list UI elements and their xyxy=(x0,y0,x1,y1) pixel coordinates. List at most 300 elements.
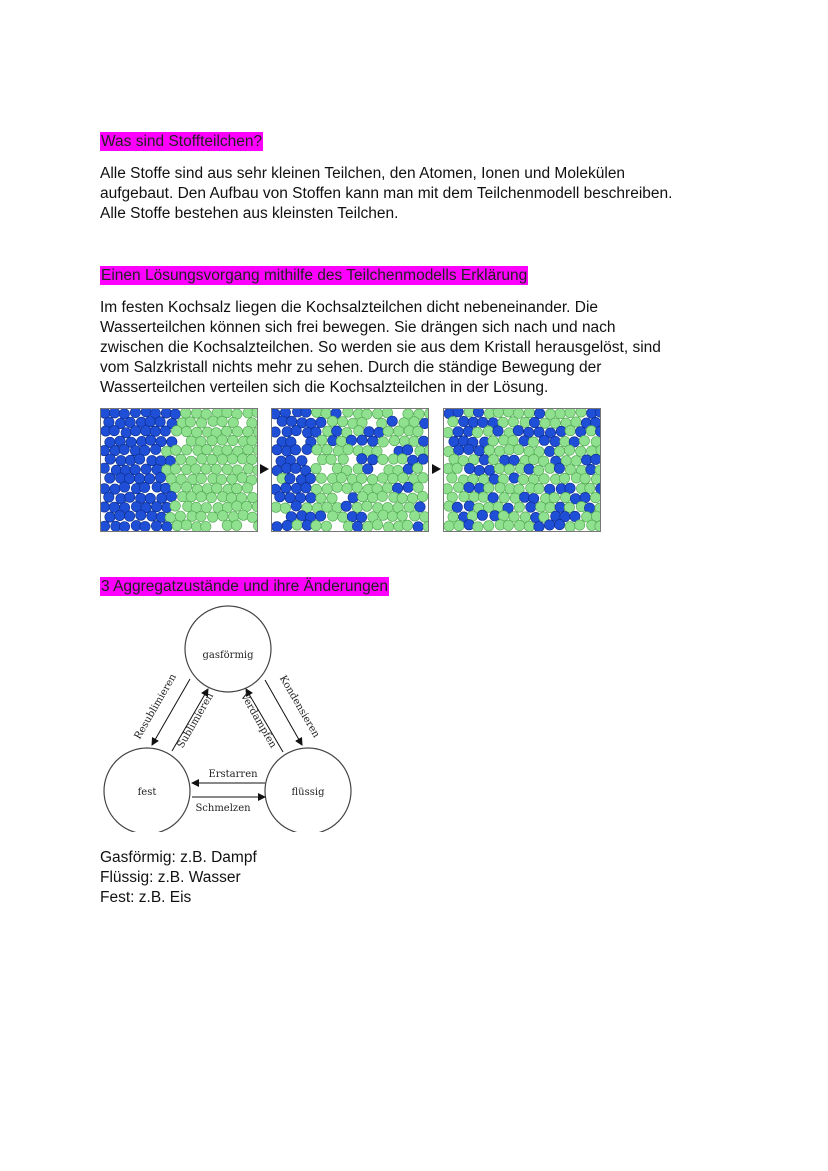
water-particle xyxy=(484,521,494,531)
salt-particle xyxy=(277,416,287,426)
paragraph-loesungsvorgang xyxy=(100,298,740,398)
water-particle xyxy=(454,520,464,530)
water-particle xyxy=(185,417,195,427)
salt-particle xyxy=(374,427,384,437)
water-particle xyxy=(564,502,574,512)
water-particle xyxy=(493,409,503,418)
label-kondensieren: Kondensieren xyxy=(276,673,322,740)
water-particle xyxy=(343,409,353,417)
water-particle xyxy=(413,426,423,436)
water-particle xyxy=(514,520,524,530)
water-particle xyxy=(444,521,454,531)
salt-particle xyxy=(453,427,463,437)
salt-particle xyxy=(357,454,367,464)
salt-particle xyxy=(464,444,474,454)
water-particle xyxy=(565,409,575,418)
salt-particle xyxy=(105,454,115,464)
salt-particle xyxy=(534,522,544,532)
water-particle xyxy=(367,474,377,484)
water-particle xyxy=(228,435,238,445)
salt-particle xyxy=(348,493,358,503)
salt-particle xyxy=(281,483,291,493)
salt-particle xyxy=(130,426,140,436)
water-particle xyxy=(377,491,387,501)
aggregate-states-diagram xyxy=(100,602,360,832)
salt-particle xyxy=(282,520,292,530)
water-particle xyxy=(338,512,348,522)
salt-particle xyxy=(101,521,110,531)
salt-particle xyxy=(493,426,503,436)
salt-particle xyxy=(415,502,425,512)
salt-particle xyxy=(419,436,429,446)
water-particle xyxy=(564,445,574,455)
water-particle xyxy=(409,417,419,427)
water-particle xyxy=(312,409,322,417)
water-particle xyxy=(342,483,352,493)
water-particle xyxy=(545,502,555,512)
water-particle xyxy=(353,464,363,474)
water-particle xyxy=(397,511,407,521)
state-label-liquid: flüssig xyxy=(291,787,325,798)
salt-particle xyxy=(474,446,484,456)
salt-particle xyxy=(166,491,176,501)
water-particle xyxy=(201,521,211,531)
water-particle xyxy=(372,520,382,530)
salt-particle xyxy=(272,445,282,455)
water-particle xyxy=(227,474,237,484)
water-particle xyxy=(397,454,407,464)
salt-particle xyxy=(160,426,170,436)
salt-particle xyxy=(565,483,575,493)
water-particle xyxy=(499,435,509,445)
water-particle xyxy=(328,511,338,521)
salt-particle xyxy=(513,425,523,435)
salt-particle xyxy=(403,482,413,492)
salt-particle xyxy=(539,435,549,445)
water-particle xyxy=(207,436,217,446)
paragraph-line: Im festen Kochsalz liegen die Kochsalzteilchen dicht nebeneinander. Die xyxy=(100,299,599,316)
salt-particle xyxy=(115,510,125,520)
salt-particle xyxy=(368,436,378,446)
salt-particle xyxy=(302,444,312,454)
water-particle xyxy=(565,522,575,531)
salt-particle xyxy=(109,425,119,435)
water-particle xyxy=(495,446,505,456)
water-particle xyxy=(316,473,326,483)
salt-particle xyxy=(454,445,464,455)
water-particle xyxy=(520,417,530,427)
water-particle xyxy=(253,427,257,437)
water-particle xyxy=(181,464,191,474)
water-particle xyxy=(444,427,453,437)
salt-particle xyxy=(305,473,315,483)
water-particle xyxy=(528,437,538,447)
paragraph-stoffteilchen xyxy=(100,164,740,224)
salt-particle xyxy=(545,446,555,456)
salt-particle xyxy=(141,464,151,474)
water-particle xyxy=(227,454,237,464)
water-particle xyxy=(418,491,428,501)
example-solid: Fest: z.B. Eis xyxy=(100,889,192,906)
salt-particle xyxy=(124,511,134,521)
water-particle xyxy=(247,454,257,464)
water-particle xyxy=(311,520,321,530)
water-particle xyxy=(352,482,362,492)
water-particle xyxy=(252,409,257,418)
salt-particle xyxy=(550,436,560,446)
salt-particle xyxy=(146,435,156,445)
water-particle xyxy=(170,464,180,474)
water-particle xyxy=(237,454,247,464)
salt-particle xyxy=(116,455,126,465)
water-particle xyxy=(554,446,564,456)
label-erstarren: Erstarren xyxy=(208,769,258,780)
water-particle xyxy=(362,501,372,511)
water-particle xyxy=(397,493,407,503)
salt-particle xyxy=(357,435,367,445)
examples-list xyxy=(100,848,740,908)
water-particle xyxy=(196,473,206,483)
water-particle xyxy=(413,482,423,492)
salt-particle xyxy=(301,409,311,417)
heading-aggregatzustaende: 3 Aggregatzustände und ihre Änderungen xyxy=(101,578,388,595)
water-particle xyxy=(238,510,248,520)
water-particle xyxy=(191,409,201,418)
paragraph-line: Alle Stoffe bestehen aus kleinsten Teilchen. xyxy=(100,205,399,222)
water-particle xyxy=(503,409,513,417)
water-particle xyxy=(231,520,241,530)
salt-particle xyxy=(272,522,282,532)
water-particle xyxy=(412,463,422,473)
water-particle xyxy=(176,454,186,464)
water-particle xyxy=(452,463,462,473)
label-resublimieren: Resublimieren xyxy=(132,672,179,742)
water-particle xyxy=(504,445,514,455)
water-particle xyxy=(218,511,228,521)
water-particle xyxy=(540,418,550,428)
water-particle xyxy=(186,492,196,502)
water-particle xyxy=(571,456,581,466)
water-particle xyxy=(378,454,388,464)
water-particle xyxy=(585,483,595,493)
water-particle xyxy=(247,512,257,522)
water-particle xyxy=(321,521,331,531)
water-particle xyxy=(539,474,549,484)
water-particle xyxy=(222,520,232,530)
water-particle xyxy=(197,454,207,464)
salt-particle xyxy=(473,409,483,417)
water-particle xyxy=(206,492,216,502)
water-particle xyxy=(337,417,347,427)
salt-particle xyxy=(109,409,119,418)
salt-particle xyxy=(291,425,301,435)
water-particle xyxy=(201,464,211,474)
water-particle xyxy=(576,446,586,456)
water-particle xyxy=(590,492,600,502)
water-particle xyxy=(162,446,172,456)
water-particle xyxy=(202,444,212,454)
water-particle xyxy=(524,521,534,531)
salt-particle xyxy=(402,445,412,455)
water-particle xyxy=(464,409,474,417)
water-particle xyxy=(292,520,302,530)
water-particle xyxy=(555,409,565,419)
water-particle xyxy=(311,463,321,473)
water-particle xyxy=(423,521,428,531)
label-verdampfen: Verdampfen xyxy=(238,691,279,751)
water-particle xyxy=(559,473,569,483)
water-particle xyxy=(243,445,253,455)
salt-particle xyxy=(341,501,351,511)
salt-particle xyxy=(301,483,311,493)
water-particle xyxy=(545,463,555,473)
salt-particle xyxy=(591,454,600,464)
salt-particle xyxy=(356,512,366,522)
water-particle xyxy=(322,484,332,494)
water-particle xyxy=(591,474,600,484)
salt-particle xyxy=(368,455,378,465)
water-particle xyxy=(447,473,457,483)
salt-particle xyxy=(586,464,596,474)
salt-particle xyxy=(130,409,140,418)
salt-particle xyxy=(119,482,129,492)
salt-particle xyxy=(544,520,554,530)
water-particle xyxy=(576,409,586,417)
water-particle xyxy=(484,483,494,493)
state-label-gas: gasförmig xyxy=(202,650,254,661)
salt-particle xyxy=(488,493,498,503)
salt-particle xyxy=(459,416,469,426)
water-particle xyxy=(272,502,281,512)
water-particle xyxy=(196,492,206,502)
water-particle xyxy=(252,502,257,512)
water-particle xyxy=(181,426,191,436)
water-particle xyxy=(575,520,585,530)
label-schmelzen: Schmelzen xyxy=(195,803,251,814)
salt-particle xyxy=(119,522,129,532)
particle-panel-solution xyxy=(443,408,601,532)
salt-particle xyxy=(468,417,478,427)
paragraph-line: Wasserteilchen verteilen sich die Kochsalzteilchen in der Lösung. xyxy=(100,379,549,396)
salt-particle xyxy=(306,493,316,503)
water-particle xyxy=(247,492,257,502)
water-particle xyxy=(389,435,399,445)
heading-stoffteilchen: Was sind Stoffteilchen? xyxy=(101,133,263,150)
salt-particle xyxy=(290,463,300,473)
water-particle xyxy=(181,520,191,530)
water-particle xyxy=(332,463,342,473)
water-particle xyxy=(211,464,221,474)
water-particle xyxy=(580,474,590,484)
water-particle xyxy=(326,454,336,464)
salt-particle xyxy=(104,492,114,502)
salt-particle xyxy=(581,455,591,465)
salt-particle xyxy=(141,426,151,436)
water-particle xyxy=(175,511,185,521)
salt-particle xyxy=(155,417,165,427)
water-particle xyxy=(378,437,388,447)
heading-loesungsvorgang: Einen Lösungsvorgang mithilfe des Teilchenmodells Erklärung xyxy=(101,267,528,284)
salt-particle xyxy=(119,444,129,454)
salt-particle xyxy=(464,463,474,473)
water-particle xyxy=(383,426,393,436)
water-particle xyxy=(387,511,397,521)
water-particle xyxy=(191,464,201,474)
salt-particle xyxy=(147,511,157,521)
water-particle xyxy=(253,445,257,455)
salt-particle xyxy=(387,416,397,426)
water-particle xyxy=(217,435,227,445)
water-particle xyxy=(409,436,419,446)
salt-particle xyxy=(139,482,149,492)
water-particle xyxy=(208,512,218,522)
water-particle xyxy=(514,502,524,512)
salt-particle xyxy=(151,502,161,512)
salt-particle xyxy=(291,483,301,493)
water-particle xyxy=(448,416,458,426)
salt-particle xyxy=(453,409,463,417)
salt-particle xyxy=(554,463,564,473)
salt-particle xyxy=(529,417,539,427)
water-particle xyxy=(495,483,505,493)
example-liquid: Flüssig: z.B. Wasser xyxy=(100,869,241,886)
water-particle xyxy=(534,483,544,493)
salt-particle xyxy=(413,522,423,531)
water-particle xyxy=(513,444,523,454)
salt-particle xyxy=(136,510,146,520)
salt-particle xyxy=(316,417,326,427)
water-particle xyxy=(524,409,534,418)
water-particle xyxy=(488,455,498,465)
arrow-right-icon xyxy=(432,464,441,474)
water-particle xyxy=(560,492,570,502)
water-particle xyxy=(383,522,393,531)
salt-particle xyxy=(332,426,342,436)
water-particle xyxy=(196,418,206,428)
salt-particle xyxy=(524,464,534,474)
water-particle xyxy=(242,483,252,493)
salt-particle xyxy=(464,501,474,511)
example-gas: Gasförmig: z.B. Dampf xyxy=(100,849,257,866)
salt-particle xyxy=(363,464,373,474)
water-particle xyxy=(410,511,420,521)
water-particle xyxy=(354,426,364,436)
state-circle-gas xyxy=(185,606,271,692)
water-particle xyxy=(312,445,322,455)
salt-particle xyxy=(285,473,295,483)
water-particle xyxy=(473,522,483,531)
salt-particle xyxy=(520,492,530,502)
water-particle xyxy=(472,427,482,437)
water-particle xyxy=(373,409,383,419)
salt-particle xyxy=(162,522,172,531)
salt-particle xyxy=(403,464,413,474)
particle-panel-dissolving xyxy=(271,408,429,532)
water-particle xyxy=(579,436,589,446)
water-particle xyxy=(418,473,428,483)
water-particle xyxy=(453,482,463,492)
paragraph-line: Alle Stoffe sind aus sehr kleinen Teilchen, den Atomen, Ionen und Molekülen xyxy=(100,165,626,182)
water-particle xyxy=(332,482,342,492)
salt-particle xyxy=(534,409,544,419)
water-particle xyxy=(549,493,559,503)
water-particle xyxy=(565,425,575,435)
salt-particle xyxy=(275,492,285,502)
salt-particle xyxy=(151,521,161,531)
water-particle xyxy=(196,511,206,521)
salt-particle xyxy=(151,444,161,454)
water-particle xyxy=(336,473,346,483)
water-particle xyxy=(181,482,191,492)
water-particle xyxy=(243,426,253,436)
water-particle xyxy=(217,454,227,464)
paragraph-line: zwischen die Kochsalzteilchen. So werden sie aus dem Kristall herausgelöst, sind xyxy=(100,339,661,356)
water-particle xyxy=(338,454,348,464)
water-particle xyxy=(352,502,362,512)
salt-particle xyxy=(101,502,110,512)
water-particle xyxy=(171,445,181,455)
water-particle xyxy=(378,473,388,483)
water-particle xyxy=(222,464,232,474)
water-particle xyxy=(322,444,332,454)
salt-particle xyxy=(477,510,487,520)
water-particle xyxy=(402,520,412,530)
paragraph-line: vom Salzkristall nichts mehr zu sehen. Durch die ständige Bewegung der xyxy=(100,359,602,376)
water-particle xyxy=(232,501,242,511)
salt-particle xyxy=(155,472,165,482)
water-particle xyxy=(207,454,217,464)
water-particle xyxy=(586,426,596,436)
salt-particle xyxy=(418,454,428,464)
water-particle xyxy=(378,510,388,520)
water-particle xyxy=(420,512,428,522)
water-particle xyxy=(170,501,180,511)
water-particle xyxy=(483,426,493,436)
water-particle xyxy=(172,520,182,530)
salt-particle xyxy=(291,501,301,511)
water-particle xyxy=(398,473,408,483)
salt-particle xyxy=(134,454,144,464)
salt-particle xyxy=(105,512,115,522)
water-particle xyxy=(499,493,509,503)
salt-particle xyxy=(105,473,115,483)
particle-panel-solid-salt xyxy=(100,408,258,532)
salt-particle xyxy=(364,427,374,437)
water-particle xyxy=(494,463,504,473)
salt-particle xyxy=(352,521,362,531)
salt-particle xyxy=(554,519,564,529)
water-particle xyxy=(181,445,191,455)
water-particle xyxy=(363,521,373,531)
water-particle xyxy=(388,473,398,483)
salt-particle xyxy=(101,463,109,473)
water-particle xyxy=(484,445,494,455)
water-particle xyxy=(425,409,428,419)
paragraph-line: Wasserteilchen können sich frei bewegen. Sie drängen sich nach und nach xyxy=(100,319,616,336)
salt-particle xyxy=(464,482,474,492)
salt-particle xyxy=(272,427,280,437)
water-particle xyxy=(232,483,242,493)
water-particle xyxy=(459,491,469,501)
salt-particle xyxy=(290,445,300,455)
water-particle xyxy=(217,416,227,426)
water-particle xyxy=(243,464,253,474)
salt-particle xyxy=(170,409,180,419)
water-particle xyxy=(322,502,332,512)
salt-particle xyxy=(315,511,325,521)
salt-particle xyxy=(140,521,150,531)
water-particle xyxy=(343,444,353,454)
